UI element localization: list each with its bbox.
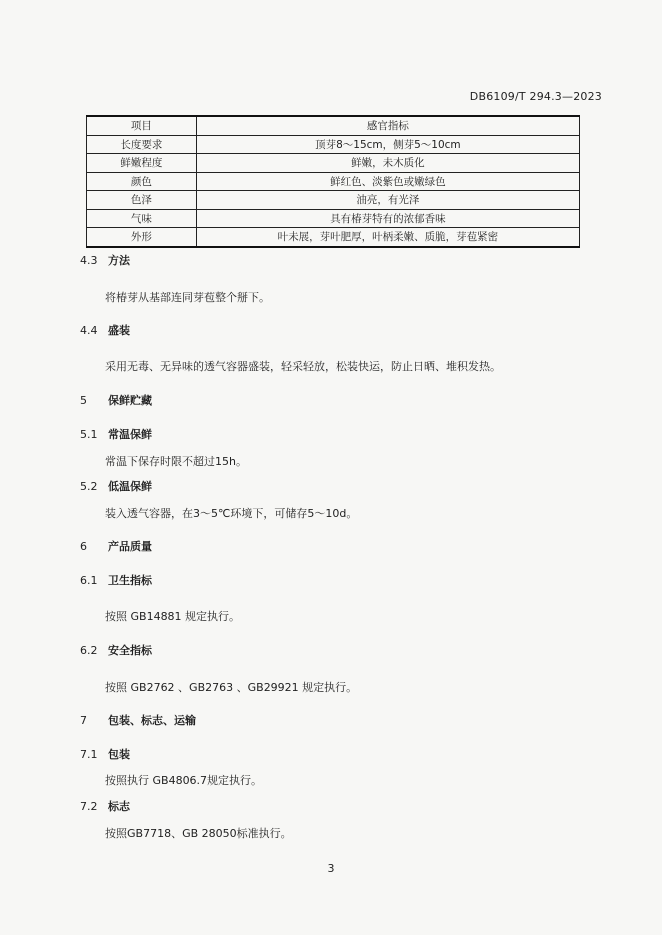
section-heading-5-1 [80, 426, 152, 442]
section-title: 方法 [108, 254, 130, 267]
table-row [87, 228, 580, 247]
section-number: 6.2 [80, 644, 98, 657]
table-cell-item: 外形 [87, 228, 197, 247]
section-heading-4-3 [80, 252, 130, 268]
section-number: 6.1 [80, 574, 98, 587]
section-title: 保鲜贮藏 [108, 394, 152, 407]
section-title: 包装 [108, 748, 130, 761]
table-row [87, 191, 580, 210]
document-id-header: DB6109/T 294.3—2023 [469, 90, 602, 103]
section-text-6-1: 按照 GB14881 规定执行。 [105, 610, 241, 623]
sensory-index-table [86, 115, 580, 248]
table-header-sensory-index: 感官指标 [196, 116, 579, 135]
table-cell-value: 鲜嫩，未木质化 [196, 154, 579, 173]
section-number: 7 [80, 714, 87, 727]
section-title: 常温保鲜 [108, 428, 152, 441]
table-cell-value: 顶芽8～15cm，侧芽5～10cm [196, 135, 579, 154]
table-row [87, 209, 580, 228]
table-row [87, 172, 580, 191]
section-number: 5.2 [80, 480, 98, 493]
table-cell-item: 鲜嫩程度 [87, 154, 197, 173]
table-cell-item: 长度要求 [87, 135, 197, 154]
table-row [87, 154, 580, 173]
table-cell-value: 叶未展，芽叶肥厚，叶柄柔嫩、质脆，芽苞紧密 [196, 228, 579, 247]
table-cell-value: 鲜红色、淡紫色或嫩绿色 [196, 172, 579, 191]
section-title: 卫生指标 [108, 574, 152, 587]
section-text-6-2: 按照 GB2762 、GB2763 、GB29921 规定执行。 [105, 681, 358, 694]
table-header-item: 项目 [87, 116, 197, 135]
section-title: 盛装 [108, 324, 130, 337]
table-row [87, 135, 580, 154]
section-heading-6 [80, 538, 152, 554]
section-number: 7.2 [80, 800, 98, 813]
section-heading-5-2 [80, 478, 152, 494]
page-number: 3 [327, 862, 335, 875]
section-text-5-1: 常温下保存时限不超过15h。 [105, 455, 247, 468]
table-header-row [87, 116, 580, 135]
section-number: 6 [80, 540, 87, 553]
section-number: 4.3 [80, 254, 98, 267]
section-title: 安全指标 [108, 644, 152, 657]
table-cell-item: 气味 [87, 209, 197, 228]
table-cell-item: 颜色 [87, 172, 197, 191]
section-text-5-2: 装入透气容器，在3～5℃环境下，可储存5～10d。 [105, 507, 358, 520]
table-cell-value: 具有椿芽特有的浓郁香味 [196, 209, 579, 228]
section-heading-7-2 [80, 798, 130, 814]
section-title: 产品质量 [108, 540, 152, 553]
section-heading-4-4 [80, 322, 130, 338]
section-number: 4.4 [80, 324, 98, 337]
section-text-7-2: 按照GB7718、GB 28050标准执行。 [105, 827, 292, 840]
section-heading-5 [80, 392, 152, 408]
section-number: 5.1 [80, 428, 98, 441]
section-title: 低温保鲜 [108, 480, 152, 493]
section-title: 包装、标志、运输 [108, 714, 196, 727]
section-heading-6-1 [80, 572, 152, 588]
table-cell-item: 色泽 [87, 191, 197, 210]
section-text-7-1: 按照执行 GB4806.7规定执行。 [105, 774, 263, 787]
section-title: 标志 [108, 800, 130, 813]
section-number: 7.1 [80, 748, 98, 761]
section-number: 5 [80, 394, 87, 407]
section-heading-6-2 [80, 642, 152, 658]
section-text-4-3: 将椿芽从基部连同芽苞整个掰下。 [105, 291, 270, 304]
section-text-4-4: 采用无毒、无异味的透气容器盛装，轻采轻放，松装快运，防止日晒、堆积发热。 [105, 360, 501, 373]
section-heading-7-1 [80, 746, 130, 762]
section-heading-7 [80, 712, 196, 728]
table-cell-value: 油亮，有光泽 [196, 191, 579, 210]
